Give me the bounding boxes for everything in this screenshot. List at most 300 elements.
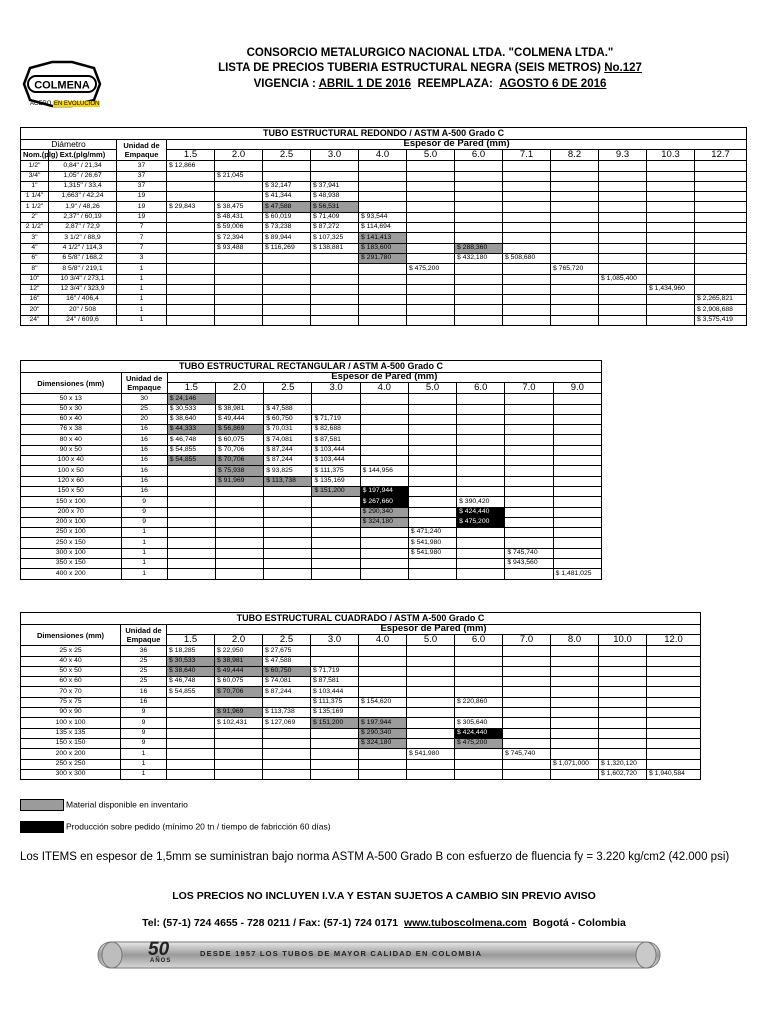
packing-unit: 16 [121,486,167,496]
price-cell: $ 1,320,120 [599,759,647,769]
price-cell: $ 424,440 [455,728,503,738]
price-cell [457,404,505,414]
table-row [21,414,602,424]
price-cell [264,559,312,569]
size-exterior: 16" / 406,4 [49,295,117,305]
price-cell [553,404,601,414]
price-cell: $ 197,944 [360,486,408,496]
size-exterior: 2,87" / 72,9 [49,223,117,233]
price-cell [167,708,215,718]
price-cell: $ 87,272 [311,223,359,233]
price-cell [455,687,503,697]
price-cell [503,769,551,779]
price-cell [408,445,456,455]
price-cell [457,414,505,424]
price-cell [407,212,455,222]
price-cell: $ 38,475 [215,202,263,212]
packing-unit: 19 [117,202,167,212]
price-cell: $ 151,200 [312,486,360,496]
size-dimensions: 120 x 60 [21,476,122,486]
price-cell: $ 74,081 [263,677,311,687]
price-cell [359,171,407,181]
price-cell [215,394,263,404]
price-cell [647,233,695,243]
price-cell: $ 29,843 [167,202,215,212]
price-cell [647,264,695,274]
thickness-header: 4.0 [359,635,407,646]
price-cell [360,476,408,486]
packing-unit: 25 [121,656,167,666]
price-cell [551,171,599,181]
header-validity: VIGENCIA : ABRIL 1 DE 2016 REEMPLAZA: AGOSTO 6 DE 2016 [253,78,607,90]
price-cell [647,192,695,202]
price-cell: $ 113,738 [264,476,312,486]
price-cell [695,202,747,212]
size-nominal: 2" [21,212,49,222]
price-cell [407,687,455,697]
thickness-header: 5.0 [408,383,456,394]
price-cell [407,697,455,707]
price-cell: $ 38,981 [215,656,263,666]
price-cell: $ 1,602,720 [599,769,647,779]
price-cell [455,656,503,666]
price-cell: $ 87,244 [264,456,312,466]
table-row [21,569,602,579]
thickness-header: 12.0 [647,635,701,646]
thickness-header: 8.0 [551,635,599,646]
price-cell [264,517,312,527]
price-cell: $ 75,938 [215,466,263,476]
price-cell [167,749,215,759]
price-cell [599,677,647,687]
price-cell [551,697,599,707]
price-cell [647,253,695,263]
size-dimensions: 100 x 100 [21,718,121,728]
price-cell: $ 37,941 [311,181,359,191]
price-cell [215,486,263,496]
price-cell: $ 154,620 [359,697,407,707]
price-cell [263,295,311,305]
size-nominal: 6" [21,253,49,263]
price-cell [505,456,553,466]
price-cell: $ 87,581 [311,677,359,687]
price-cell [599,284,647,294]
packing-unit: 16 [121,425,167,435]
price-cell [647,708,701,718]
price-cell [167,223,215,233]
table-rectangular [20,360,602,580]
price-cell [505,569,553,579]
col-dimensiones: Dimensiones (mm) [21,625,121,646]
price-cell: $ 60,019 [263,212,311,222]
price-cell [263,759,311,769]
price-cell [455,315,503,325]
size-dimensions: 150 x 100 [21,497,122,507]
packing-unit: 7 [117,223,167,233]
price-cell: $ 541,980 [408,548,456,558]
packing-unit: 1 [117,264,167,274]
table-row [21,171,747,181]
price-cell [457,394,505,404]
price-cell [359,305,407,315]
price-cell: $ 41,344 [263,192,311,202]
price-cell: $ 47,588 [263,202,311,212]
price-cell [359,161,407,171]
price-cell [503,181,551,191]
price-cell [455,677,503,687]
size-nominal: 1" [21,181,49,191]
price-cell [599,305,647,315]
thickness-header: 6.0 [457,383,505,394]
price-cell [551,181,599,191]
price-cell [455,192,503,202]
price-cell [167,243,215,253]
price-cell [503,161,551,171]
packing-unit: 19 [117,212,167,222]
thickness-header: 4.0 [359,150,407,161]
price-cell: $ 48,431 [215,212,263,222]
size-dimensions: 200 x 100 [21,517,122,527]
banner-text: DESDE 1957 LOS TUBOS DE MAYOR CALIDAD EN COLOMBIA [200,949,483,958]
price-cell [407,192,455,202]
price-cell: $ 424,440 [457,507,505,517]
price-cell [263,315,311,325]
price-cell [360,559,408,569]
packing-unit: 1 [121,569,167,579]
table-row [21,517,602,527]
price-cell [455,646,503,656]
price-cell [312,507,360,517]
price-cell: $ 1,434,960 [647,284,695,294]
price-cell [167,212,215,222]
size-dimensions: 76 x 38 [21,425,122,435]
price-cell: $ 1,940,584 [647,769,701,779]
price-cell [503,677,551,687]
price-cell: $ 21,045 [215,171,263,181]
price-cell [167,528,215,538]
price-cell [505,486,553,496]
price-cell [599,749,647,759]
price-cell [167,759,215,769]
price-cell [553,559,601,569]
price-cell [311,759,359,769]
size-dimensions: 250 x 100 [21,528,122,538]
price-cell [553,497,601,507]
price-cell [503,666,551,676]
price-cell [264,507,312,517]
table-row [21,749,701,759]
price-cell [359,181,407,191]
price-cell [215,274,263,284]
price-cell [455,223,503,233]
price-cell [553,486,601,496]
price-cell [599,738,647,748]
packing-unit: 16 [121,456,167,466]
price-cell [407,646,455,656]
col-dimensiones: Dimensiones (mm) [21,373,122,394]
price-cell [505,507,553,517]
price-cell: $ 89,944 [263,233,311,243]
price-cell [553,456,601,466]
packing-unit: 1 [121,538,167,548]
size-nominal: 3" [21,233,49,243]
price-cell: $ 38,640 [167,666,215,676]
price-cell [505,435,553,445]
size-nominal: 24" [21,315,49,325]
header-company: CONSORCIO METALURGICO NACIONAL LTDA. "COLMENA LTDA." [246,47,614,59]
price-cell [647,181,695,191]
packing-unit: 1 [117,274,167,284]
thickness-header: 7.0 [503,635,551,646]
price-cell [167,253,215,263]
price-cell: $ 745,740 [505,548,553,558]
col-unidad: Unidad de Empaque [121,625,167,646]
col-unidad: Unidad de Empaque [117,140,167,161]
table-row [21,394,602,404]
price-cell [167,171,215,181]
price-cell [264,538,312,548]
price-cell: $ 27,675 [263,646,311,656]
price-cell [359,315,407,325]
price-cell [553,548,601,558]
price-cell: $ 60,075 [215,435,263,445]
price-cell [359,202,407,212]
price-cell: $ 59,006 [215,223,263,233]
table-row [21,181,747,191]
size-exterior: 4 1/2" / 114,3 [49,243,117,253]
packing-unit: 9 [121,728,167,738]
table-row [21,528,602,538]
thickness-header: 9.3 [599,150,647,161]
size-dimensions: 40 x 40 [21,656,121,666]
packing-unit: 37 [117,161,167,171]
price-cell [647,718,701,728]
packing-unit: 1 [117,305,167,315]
price-cell [312,404,360,414]
size-dimensions: 75 x 75 [21,697,121,707]
size-nominal: 1 1/2" [21,202,49,212]
price-cell [505,476,553,486]
price-cell [647,749,701,759]
size-dimensions: 135 x 135 [21,728,121,738]
price-cell [647,305,695,315]
price-cell [551,708,599,718]
table-row [21,305,747,315]
price-cell [215,759,263,769]
price-cell [505,414,553,424]
price-cell [647,697,701,707]
packing-unit: 25 [121,677,167,687]
price-cell [647,738,701,748]
price-cell [647,728,701,738]
price-cell [599,223,647,233]
price-cell: $ 72,394 [215,233,263,243]
price-cell [647,223,695,233]
table-title: TUBO ESTRUCTURAL RECTANGULAR / ASTM A-500 Grado C [21,361,602,373]
legend-swatch-gray [20,799,64,811]
price-cell [553,507,601,517]
price-cell [551,718,599,728]
price-cell: $ 30,533 [167,404,215,414]
size-nominal: 10" [21,274,49,284]
price-cell: $ 541,980 [407,749,455,759]
price-cell [407,171,455,181]
price-cell [647,687,701,697]
price-cell [263,728,311,738]
size-dimensions: 100 x 40 [21,456,122,466]
col-espesor: Espesor de Pared (mm) [167,140,747,150]
price-cell: $ 288,360 [455,243,503,253]
price-cell [457,476,505,486]
price-cell: $ 138,881 [311,243,359,253]
table-row [21,404,602,414]
price-cell [167,769,215,779]
price-cell [167,486,215,496]
price-cell [551,687,599,697]
price-cell: $ 103,444 [312,445,360,455]
table-row [21,243,747,253]
price-cell [311,646,359,656]
price-cell [553,517,601,527]
price-cell [455,202,503,212]
price-cell [360,394,408,404]
price-cell [551,243,599,253]
price-cell [647,212,695,222]
size-nominal: 3/4" [21,171,49,181]
table-row [21,161,747,171]
price-cell [264,394,312,404]
price-cell [551,253,599,263]
price-cell: $ 46,748 [167,677,215,687]
price-cell: $ 324,180 [359,738,407,748]
price-cell: $ 48,938 [311,192,359,202]
price-cell: $ 151,200 [311,718,359,728]
price-cell [167,466,215,476]
table-row [21,274,747,284]
price-cell [263,264,311,274]
packing-unit: 1 [121,559,167,569]
price-cell: $ 745,740 [503,749,551,759]
thickness-header: 6.0 [455,150,503,161]
price-cell [455,708,503,718]
size-dimensions: 300 x 300 [21,769,121,779]
price-cell [167,728,215,738]
thickness-header: 2.0 [215,150,263,161]
price-cell [167,295,215,305]
price-cell [455,284,503,294]
price-cell [599,212,647,222]
price-cell: $ 144,956 [360,466,408,476]
table-row [21,425,602,435]
price-cell [455,212,503,222]
price-cell: $ 18,285 [167,646,215,656]
price-cell [503,687,551,697]
price-cell: $ 475,200 [407,264,455,274]
col-espesor: Espesor de Pared (mm) [167,625,701,635]
table-row [21,666,701,676]
price-cell [647,315,695,325]
price-cell [360,569,408,579]
thickness-header: 9.0 [553,383,601,394]
price-cell [360,456,408,466]
price-cell [503,305,551,315]
price-cell [360,414,408,424]
price-cell [407,708,455,718]
packing-unit: 1 [117,284,167,294]
price-cell: $ 290,340 [359,728,407,738]
table-row [21,456,602,466]
price-cell [407,738,455,748]
price-cell [407,656,455,666]
price-cell: $ 71,409 [311,212,359,222]
price-cell [359,687,407,697]
size-exterior: 10 3/4" / 273,1 [49,274,117,284]
price-cell: $ 49,444 [215,414,263,424]
price-cell [505,528,553,538]
price-cell [359,284,407,294]
price-cell [264,528,312,538]
size-dimensions: 90 x 50 [21,445,122,455]
size-exterior: 2,37" / 60,19 [49,212,117,222]
price-cell: $ 56,869 [215,425,263,435]
price-cell: $ 432,180 [455,253,503,263]
size-dimensions: 350 x 150 [21,559,122,569]
price-cell: $ 87,244 [264,445,312,455]
price-cell: $ 60,075 [215,677,263,687]
thickness-header: 3.0 [312,383,360,394]
price-cell [455,295,503,305]
size-dimensions: 200 x 70 [21,507,122,517]
price-cell [167,538,215,548]
price-cell [647,161,695,171]
price-cell [455,305,503,315]
table-cuadrado [20,612,701,780]
size-exterior: 24" / 609,6 [49,315,117,325]
price-cell [505,466,553,476]
size-nominal: 4" [21,243,49,253]
price-cell [312,497,360,507]
thickness-header: 3.0 [311,635,359,646]
price-cell [551,666,599,676]
table-row [21,435,602,445]
price-cell [215,517,263,527]
price-cell [407,728,455,738]
norm-note: Los ITEMS en espesor de 1,5mm se suministran bajo norma ASTM A-500 Grado B con esfuerzo de fluencia fy = 3.220 kg/cm2 (42.000 psi) [20,851,730,863]
price-cell: $ 91,969 [215,476,263,486]
size-exterior: 8 5/8" / 219,1 [49,264,117,274]
price-cell: $ 114,694 [359,223,407,233]
price-cell [311,315,359,325]
price-cell [263,253,311,263]
price-cell: $ 30,533 [167,656,215,666]
price-cell: $ 93,825 [264,466,312,476]
price-cell [551,202,599,212]
price-cell: $ 2,908,688 [695,305,747,315]
legend-swatch-black [20,821,64,833]
size-exterior: 1,315" / 33,4 [49,181,117,191]
table-row [21,759,701,769]
price-cell [408,435,456,445]
price-cell [503,192,551,202]
price-cell [695,192,747,202]
price-cell [360,425,408,435]
price-cell [215,538,263,548]
price-cell [408,476,456,486]
price-cell [215,569,263,579]
size-nominal: 2 1/2" [21,223,49,233]
price-cell [311,284,359,294]
size-exterior: 20" / 508 [49,305,117,315]
